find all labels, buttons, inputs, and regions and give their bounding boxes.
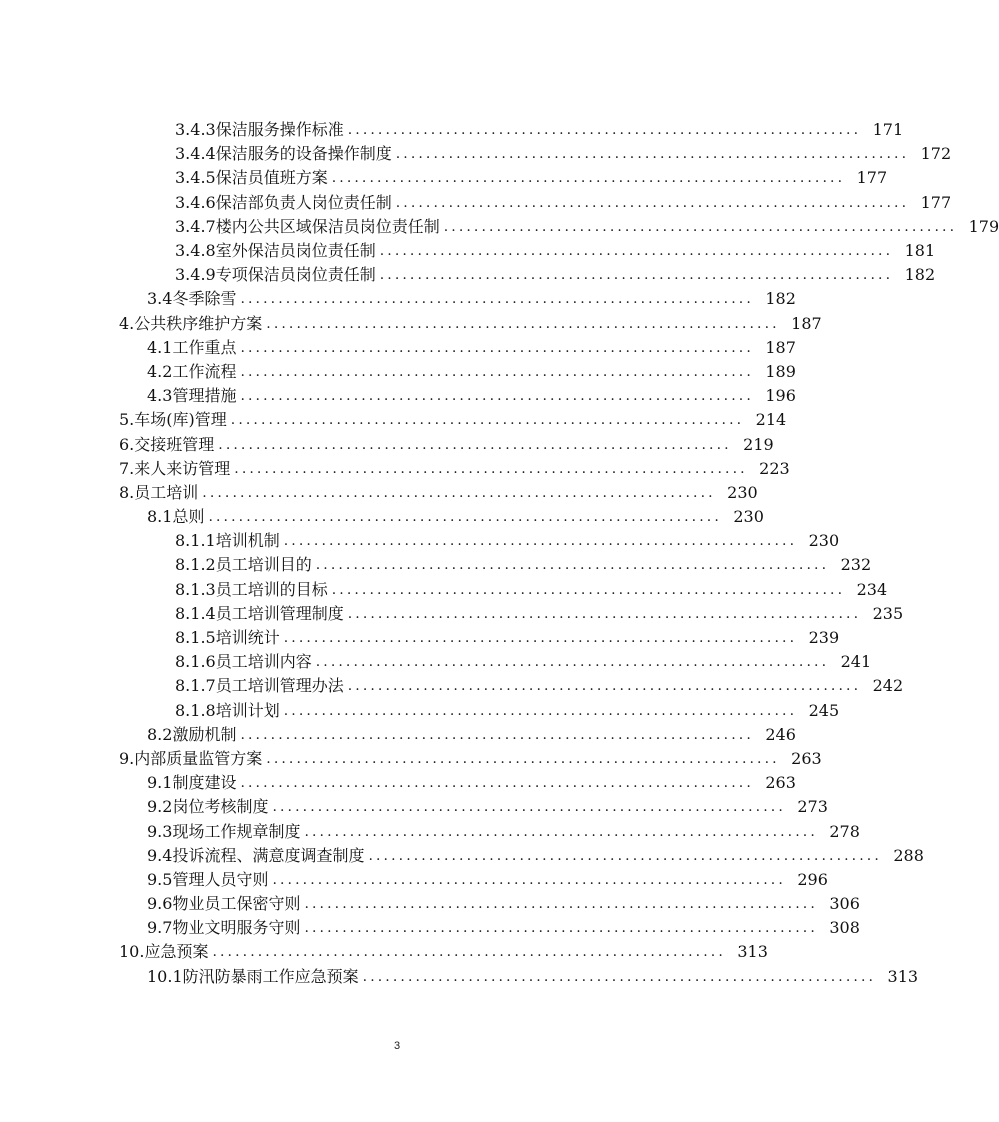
toc-entry[interactable] xyxy=(0,360,794,384)
toc-entry-title: 9.1制度建设 xyxy=(147,773,237,793)
toc-leader-dots: .................................................................... xyxy=(234,460,748,477)
toc-leader-dots: .................................................................... xyxy=(315,557,830,574)
toc-entry-title: 3.4.4保洁服务的设备操作制度 xyxy=(175,144,392,164)
toc-entry[interactable] xyxy=(0,819,860,843)
toc-entry-title: 3.4.6保洁部负责人岗位责任制 xyxy=(175,192,392,212)
toc-entry-page: 177 xyxy=(920,192,952,212)
toc-leader-dots: .................................................................... xyxy=(347,605,862,622)
toc-leader-dots: .................................................................... xyxy=(266,315,780,332)
toc-leader-dots: .................................................................... xyxy=(240,726,754,743)
toc-entry[interactable] xyxy=(0,892,860,916)
toc-entry-page: 306 xyxy=(829,894,860,914)
toc-entry[interactable] xyxy=(0,529,840,553)
toc-leader-dots: .................................................................... xyxy=(347,122,862,139)
toc-entry-page: 219 xyxy=(743,434,774,454)
toc-entry-page: 288 xyxy=(893,845,924,865)
toc-entry-title: 7.来人来访管理 xyxy=(119,458,231,478)
toc-leader-dots: .................................................................... xyxy=(283,702,798,719)
toc-entry[interactable] xyxy=(0,940,794,964)
toc-leader-dots: .................................................................... xyxy=(368,847,882,864)
toc-entry[interactable] xyxy=(0,699,840,723)
toc-leader-dots: .................................................................... xyxy=(304,896,818,913)
toc-entry[interactable] xyxy=(0,747,822,771)
toc-entry[interactable] xyxy=(0,287,794,311)
toc-entry-title: 5.车场(库)管理 xyxy=(119,410,227,430)
toc-leader-dots: .................................................................... xyxy=(304,823,818,840)
toc-entry-page: 242 xyxy=(872,676,904,696)
toc-entry-title: 3.4.3保洁服务操作标准 xyxy=(175,120,344,140)
toc-entry[interactable] xyxy=(0,239,936,263)
toc-leader-dots: .................................................................... xyxy=(395,146,910,163)
toc-entry-title: 9.6物业员工保密守则 xyxy=(147,894,301,914)
toc-leader-dots: .................................................................... xyxy=(347,678,862,695)
toc-entry-page: 232 xyxy=(840,555,872,575)
toc-entry-page: 179 xyxy=(968,216,999,236)
toc-entry-page: 214 xyxy=(755,410,787,430)
toc-entry[interactable] xyxy=(0,408,794,432)
toc-leader-dots: .................................................................... xyxy=(208,509,722,526)
toc-leader-dots: .................................................................... xyxy=(230,412,745,429)
toc-entry-page: 187 xyxy=(765,337,796,357)
toc-entry-page: 234 xyxy=(856,579,888,599)
toc-entry-page: 235 xyxy=(872,603,904,623)
toc-entry-title: 6.交接班管理 xyxy=(119,434,215,454)
toc-leader-dots: .................................................................... xyxy=(395,194,910,211)
toc-leader-dots: .................................................................... xyxy=(304,920,818,937)
toc-leader-dots: .................................................................... xyxy=(283,533,798,550)
toc-entry[interactable] xyxy=(0,602,904,626)
toc-entry-page: 177 xyxy=(856,168,888,188)
toc-entry[interactable] xyxy=(0,215,999,239)
toc-entry-title: 8.1.5培训统计 xyxy=(175,628,280,648)
toc-leader-dots: .................................................................... xyxy=(240,775,754,792)
toc-leader-dots: .................................................................... xyxy=(331,170,846,187)
toc-entry-page: 239 xyxy=(808,628,840,648)
toc-entry[interactable] xyxy=(0,650,872,674)
table-of-contents xyxy=(0,118,999,989)
toc-entry-page: 245 xyxy=(808,700,840,720)
toc-entry-page: 187 xyxy=(791,313,822,333)
toc-entry-page: 230 xyxy=(733,507,764,527)
toc-entry-title: 8.1.2员工培训目的 xyxy=(175,555,312,575)
toc-leader-dots: .................................................................... xyxy=(379,243,894,260)
toc-entry-title: 4.公共秩序维护方案 xyxy=(119,313,263,333)
toc-entry-page: 181 xyxy=(904,241,936,261)
toc-leader-dots: .................................................................... xyxy=(315,654,830,671)
toc-entry-title: 3.4冬季除雪 xyxy=(147,289,237,309)
toc-leader-dots: .................................................................... xyxy=(240,388,754,405)
toc-entry[interactable] xyxy=(0,795,828,819)
toc-entry-title: 8.1.1培训机制 xyxy=(175,531,280,551)
toc-entry-page: 223 xyxy=(759,458,790,478)
toc-entry-title: 4.3管理措施 xyxy=(147,386,237,406)
toc-leader-dots: .................................................................... xyxy=(362,968,877,985)
toc-entry-title: 9.7物业文明服务守则 xyxy=(147,918,301,938)
toc-entry-title: 9.3现场工作规章制度 xyxy=(147,821,301,841)
toc-entry[interactable] xyxy=(0,674,904,698)
toc-entry-title: 9.5管理人员守则 xyxy=(147,869,269,889)
toc-entry[interactable] xyxy=(0,336,794,360)
toc-entry[interactable] xyxy=(0,868,828,892)
toc-entry[interactable] xyxy=(0,916,860,940)
toc-leader-dots: .................................................................... xyxy=(212,944,726,961)
toc-entry[interactable] xyxy=(0,457,794,481)
toc-entry-page: 171 xyxy=(872,120,904,140)
toc-leader-dots: .................................................................... xyxy=(331,581,846,598)
toc-entry-page: 241 xyxy=(840,652,872,672)
toc-entry[interactable] xyxy=(0,312,822,336)
toc-entry[interactable] xyxy=(0,118,904,142)
toc-entry-page: 196 xyxy=(765,386,796,406)
toc-entry-page: 182 xyxy=(765,289,796,309)
toc-leader-dots: .................................................................... xyxy=(218,436,732,453)
toc-entry-page: 313 xyxy=(737,942,768,962)
toc-entry-page: 230 xyxy=(727,482,758,502)
toc-leader-dots: .................................................................... xyxy=(272,871,786,888)
toc-leader-dots: .................................................................... xyxy=(443,218,958,235)
toc-entry-page: 308 xyxy=(829,918,860,938)
toc-entry-title: 3.4.5保洁员值班方案 xyxy=(175,168,328,188)
toc-entry-page: 313 xyxy=(887,966,919,986)
toc-entry-page: 246 xyxy=(765,724,796,744)
toc-entry-title: 4.2工作流程 xyxy=(147,361,237,381)
toc-entry[interactable] xyxy=(0,481,794,505)
toc-entry-title: 8.1.4员工培训管理制度 xyxy=(175,603,344,623)
toc-leader-dots: .................................................................... xyxy=(266,750,780,767)
toc-entry[interactable] xyxy=(0,166,888,190)
toc-entry-title: 8.1.6员工培训内容 xyxy=(175,652,312,672)
toc-entry-page: 273 xyxy=(797,797,828,817)
toc-entry[interactable] xyxy=(0,626,840,650)
toc-entry[interactable] xyxy=(0,191,952,215)
toc-entry-page: 296 xyxy=(797,869,828,889)
toc-entry[interactable] xyxy=(0,505,794,529)
toc-entry-title: 4.1工作重点 xyxy=(147,337,237,357)
toc-entry-title: 8.1.3员工培训的目标 xyxy=(175,579,328,599)
toc-leader-dots: .................................................................... xyxy=(240,363,754,380)
toc-entry-page: 263 xyxy=(791,748,822,768)
toc-entry-page: 230 xyxy=(808,531,840,551)
toc-entry-title: 3.4.8室外保洁员岗位责任制 xyxy=(175,241,376,261)
toc-entry-page: 278 xyxy=(829,821,860,841)
toc-entry[interactable] xyxy=(0,384,794,408)
toc-leader-dots: .................................................................... xyxy=(272,799,786,816)
toc-entry-title: 8.2激励机制 xyxy=(147,724,237,744)
toc-entry[interactable] xyxy=(0,263,936,287)
toc-leader-dots: .................................................................... xyxy=(240,291,754,308)
toc-leader-dots: .................................................................... xyxy=(240,339,754,356)
toc-entry-page: 172 xyxy=(920,144,952,164)
toc-entry-title: 9.2岗位考核制度 xyxy=(147,797,269,817)
toc-entry[interactable] xyxy=(0,965,919,989)
toc-leader-dots: .................................................................... xyxy=(283,630,798,647)
toc-entry[interactable] xyxy=(0,844,924,868)
toc-entry-title: 10.1防汛防暴雨工作应急预案 xyxy=(147,966,359,986)
toc-entry[interactable] xyxy=(0,723,794,747)
toc-entry[interactable] xyxy=(0,142,952,166)
toc-entry[interactable] xyxy=(0,553,872,577)
toc-entry-title: 3.4.7楼内公共区域保洁员岗位责任制 xyxy=(175,216,440,236)
toc-entry-title: 8.1总则 xyxy=(147,507,205,527)
toc-entry[interactable] xyxy=(0,771,794,795)
toc-entry-page: 189 xyxy=(765,361,796,381)
toc-entry-title: 9.4投诉流程、满意度调查制度 xyxy=(147,845,365,865)
toc-entry-page: 182 xyxy=(904,265,936,285)
toc-entry[interactable] xyxy=(0,432,794,456)
toc-leader-dots: .................................................................... xyxy=(202,484,716,501)
toc-entry-page: 263 xyxy=(765,773,796,793)
toc-entry-title: 9.内部质量监管方案 xyxy=(119,748,263,768)
toc-entry[interactable] xyxy=(0,578,888,602)
toc-entry-title: 3.4.9专项保洁员岗位责任制 xyxy=(175,265,376,285)
toc-entry-title: 8.1.8培训计划 xyxy=(175,700,280,720)
toc-entry-title: 8.1.7员工培训管理办法 xyxy=(175,676,344,696)
toc-entry-title: 8.员工培训 xyxy=(119,482,199,502)
toc-entry-title: 10.应急预案 xyxy=(119,942,209,962)
toc-leader-dots: .................................................................... xyxy=(379,267,894,284)
page-number: 3 xyxy=(393,1040,401,1052)
